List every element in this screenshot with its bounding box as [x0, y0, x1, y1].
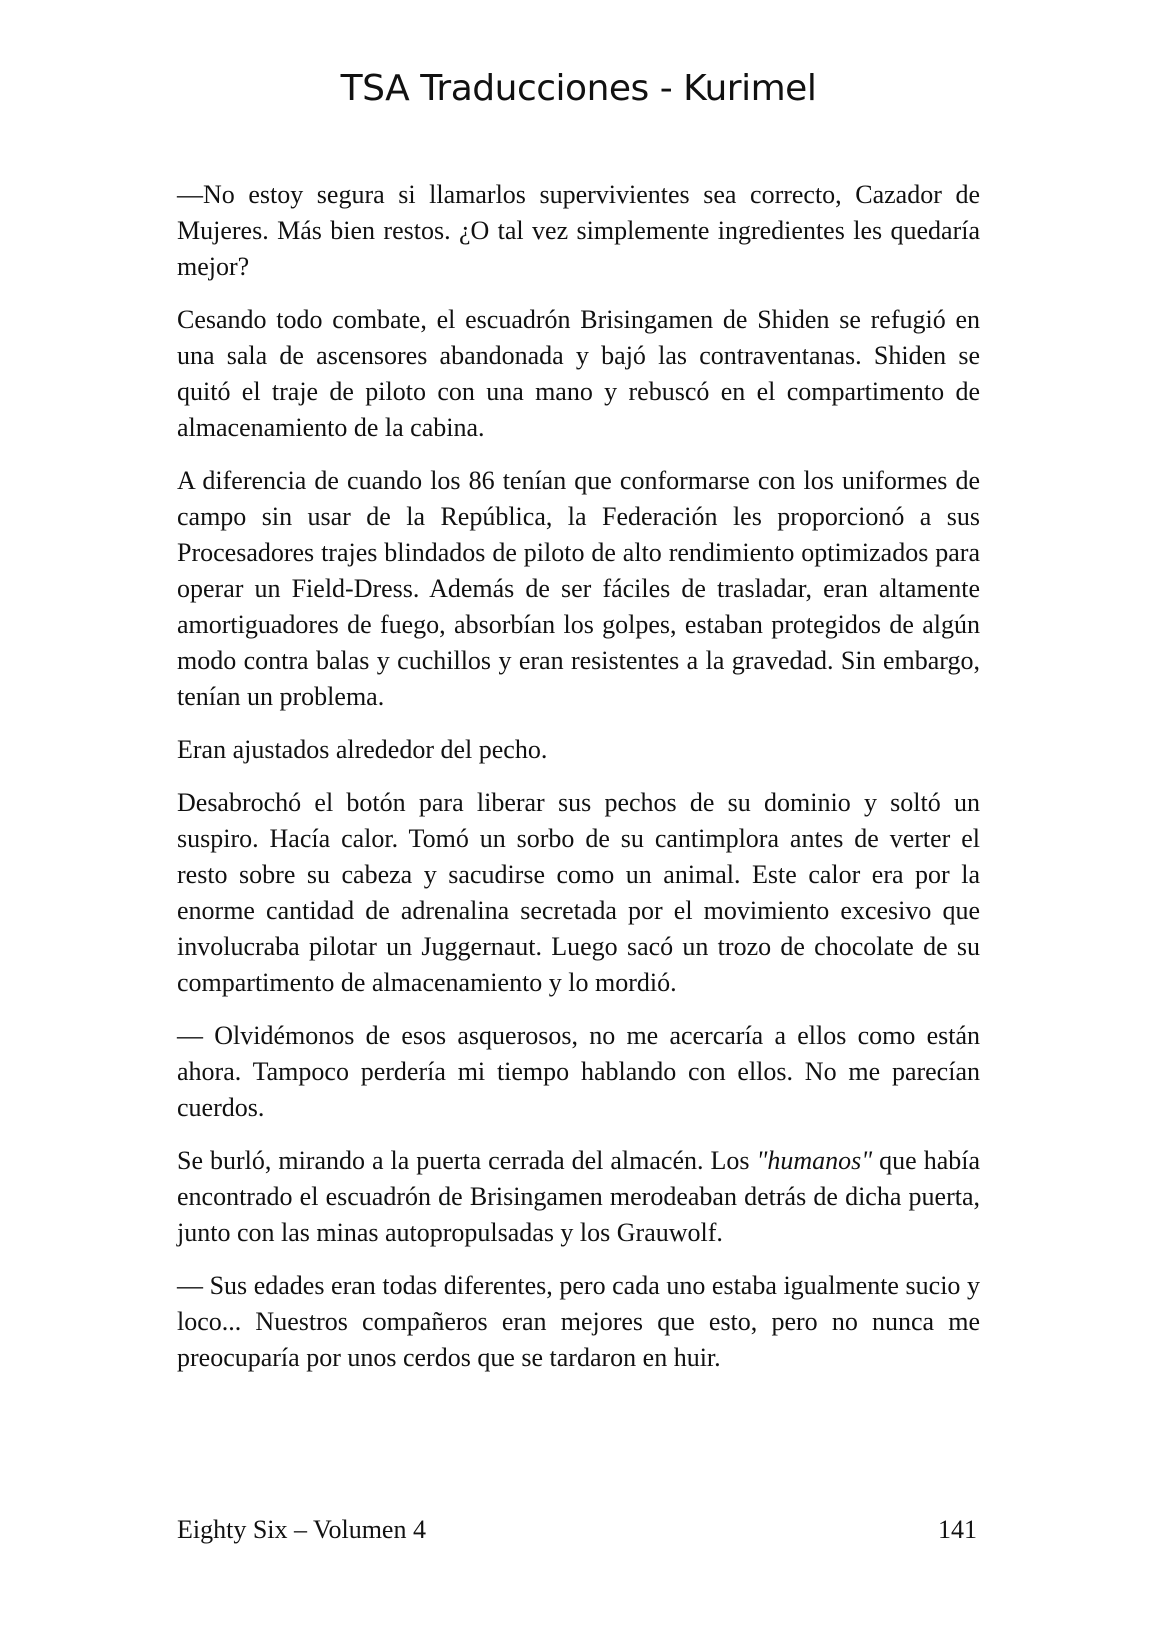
page-header-title: TSA Traducciones - Kurimel [340, 68, 817, 109]
footer-book-title: Eighty Six – Volumen 4 [177, 1515, 426, 1544]
paragraph: — Olvidémonos de esos asquerosos, no me acercaría a ellos como están ahora. Tampoco perdería mi tiempo hablando con ellos. No me parecían cuerdos. [177, 1021, 980, 1122]
paragraph: Cesando todo combate, el escuadrón Brisingamen de Shiden se refugió en una sala de ascensores abandonada y bajó las contraventanas. Shiden se quitó el traje de piloto con una mano y rebuscó en el compartimento de almacenamiento de la cabina. [177, 305, 980, 442]
paragraph: A diferencia de cuando los 86 tenían que conformarse con los uniformes de campo sin usar de la República, la Federación les proporcionó a sus Procesadores trajes blindados de piloto de alto rendimiento optimizados para operar un Field-Dress. Además de ser fáciles de trasladar, eran altamente amortiguadores de fuego, absorbían los golpes, estaban protegidos de algún modo contra balas y cuchillos y eran resistentes a la gravedad. Sin embargo, tenían un problema. [177, 466, 980, 711]
paragraph: — Sus edades eran todas diferentes, pero cada uno estaba igualmente sucio y loco... Nuestros compañeros eran mejores que esto, pero no nunca me preocuparía por unos cerdos que se tardaron en huir. [177, 1271, 980, 1372]
body-text [177, 177, 980, 1393]
paragraph: Eran ajustados alrededor del pecho. [177, 735, 548, 764]
italic-word: "humanos" [756, 1146, 873, 1175]
paragraph: —No estoy segura si llamarlos supervivientes sea correcto, Cazador de Mujeres. Más bien restos. ¿O tal vez simplemente ingredientes les quedaría mejor? [177, 180, 980, 281]
paragraph: Desabrochó el botón para liberar sus pechos de su dominio y soltó un suspiro. Hacía calor. Tomó un sorbo de su cantimplora antes de verter el resto sobre su cabeza y sacudirse como un animal. Este calor era por la enorme cantidad de adrenalina secretada por el movimiento excesivo que involucraba pilotar un Juggernaut. Luego sacó un trozo de chocolate de su compartimento de almacenamiento y lo mordió. [177, 788, 980, 997]
paragraph-text: que había encontrado el escuadrón de Brisingamen merodeaban detrás de dicha puerta, junto con las minas autopropulsadas y los Grauwolf. [177, 1146, 981, 1247]
footer-page-number: 141 [938, 1515, 977, 1544]
paragraph [177, 1143, 980, 1251]
paragraph-text: Se burló, mirando a la puerta cerrada del almacén. Los [177, 1146, 757, 1175]
